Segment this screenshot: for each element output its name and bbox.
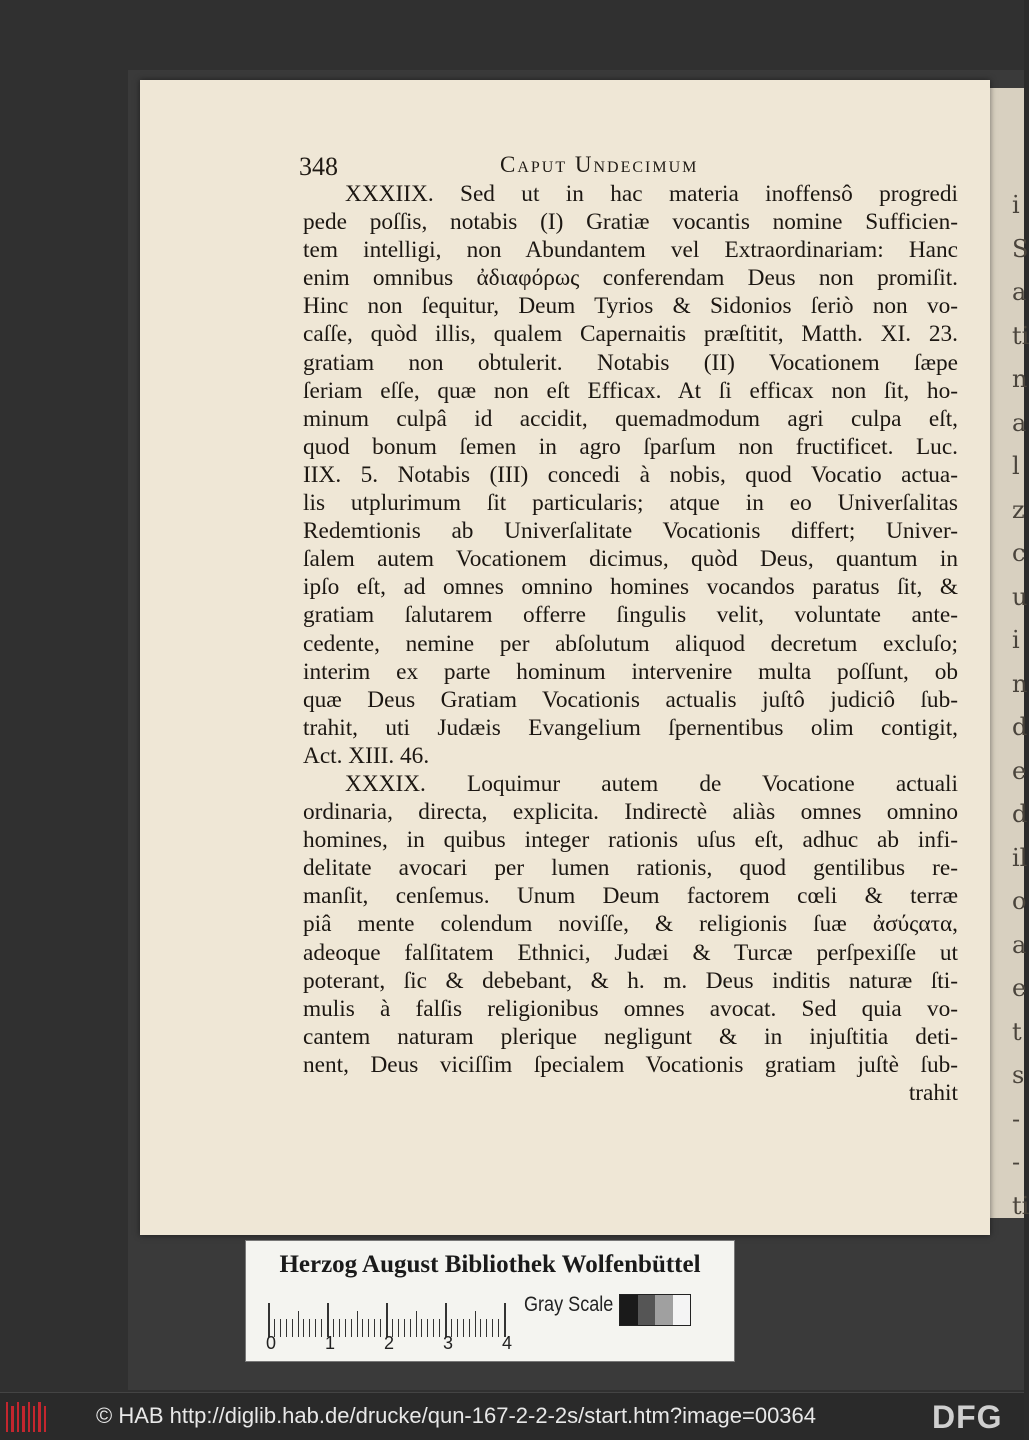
ruler-number: 4 bbox=[502, 1333, 513, 1353]
adjacent-page-fragment: il bbox=[1012, 843, 1028, 872]
dfg-logo: DFG bbox=[932, 1399, 1003, 1435]
text-line: mulis à falſis religionibus omnes avocat. Sed quia vo- bbox=[303, 995, 958, 1022]
text-line: Act. XIII. 46. bbox=[303, 742, 430, 769]
logo-bar bbox=[6, 1402, 8, 1432]
ruler-tick bbox=[386, 1303, 388, 1337]
adjacent-page-fragment: a bbox=[1012, 278, 1027, 306]
text-line: nent, Deus viciſſim ſpecialem Vocationis gratiam juſtè ſub- bbox=[303, 1051, 958, 1078]
text-line: caſſe, quòd illis, qualem Capernaitis præſtitit, Matth. XI. 23. bbox=[303, 321, 958, 348]
adjacent-page-fragment: d bbox=[1012, 800, 1028, 828]
text-line: piâ mente colendum noviſſe, & religionis ſuæ ἀσύςατα, bbox=[303, 911, 958, 938]
adjacent-page-fragment: n bbox=[1012, 669, 1028, 698]
text-line: XXXIIX. Sed ut in hac materia inoffensô progredi bbox=[345, 181, 958, 207]
adjacent-page-fragment: - bbox=[1012, 1148, 1021, 1176]
ruler-tick bbox=[327, 1303, 329, 1337]
gray-scale-label: Gray Scale bbox=[524, 1293, 614, 1316]
text-line: trahit bbox=[908, 1080, 958, 1106]
copyright-url[interactable]: © HAB http://diglib.hab.de/drucke/qun-167-2-2-2s/start.htm?image=00364 bbox=[96, 1403, 817, 1428]
footer-bar bbox=[0, 1392, 1024, 1440]
hab-logo-icon bbox=[6, 1402, 46, 1432]
text-line: cantem naturam plerique negligunt & in injuſtitia deti- bbox=[303, 1023, 958, 1050]
gray-swatch bbox=[673, 1295, 691, 1325]
text-line: lis utplurimum ſit particularis; atque in eo Univerſalitas bbox=[303, 490, 958, 517]
adjacent-page-edge bbox=[988, 88, 1029, 1220]
adjacent-page-fragment: u bbox=[1012, 582, 1028, 611]
ruler-number: 2 bbox=[384, 1333, 395, 1353]
text-line: gratiam non obtulerit. Notabis (II) Vocationem ſæpe bbox=[303, 349, 958, 376]
text-line: ſalem autem Vocationem dicimus, quòd Deus, quantum in bbox=[303, 546, 958, 573]
ruler-tick bbox=[445, 1303, 447, 1337]
adjacent-page-fragment: o bbox=[1012, 887, 1027, 915]
text-line: pede poſſis, notabis (I) Gratiæ vocantis nomine Sufficien- bbox=[303, 209, 958, 236]
text-line: interim ex parte hominum intervenire multa poſſunt, ob bbox=[303, 658, 958, 685]
scale-ruler bbox=[268, 1297, 508, 1337]
adjacent-page-fragment: a bbox=[1012, 930, 1027, 959]
ruler-tick bbox=[268, 1303, 270, 1337]
logo-bar bbox=[44, 1406, 46, 1432]
text-line: quæ Deus Gratiam Vocationis actualis juſtô judiciô ſub- bbox=[303, 686, 958, 713]
logo-bar bbox=[38, 1402, 40, 1432]
logo-bar bbox=[33, 1406, 35, 1432]
adjacent-page-fragment: ti bbox=[1012, 1191, 1029, 1220]
ruler-tick bbox=[504, 1303, 506, 1337]
text-line: minum culpâ id accidit, quemadmodum agri culpa eſt, bbox=[303, 405, 958, 432]
logo-bar bbox=[28, 1402, 30, 1432]
adjacent-page-fragment: t bbox=[1012, 1017, 1022, 1046]
gray-swatch bbox=[655, 1295, 673, 1325]
adjacent-page-fragment: s bbox=[1012, 1061, 1025, 1089]
text-line: delitate avocari per lumen rationis, quod gentilibus re- bbox=[303, 855, 958, 882]
adjacent-page-fragment: ti bbox=[1012, 321, 1029, 350]
gray-swatch bbox=[638, 1295, 656, 1325]
text-line: Hinc non ſequitur, Deum Tyrios & Sidonios ſeriò non vo- bbox=[303, 293, 958, 320]
adjacent-page-fragment: c bbox=[1012, 539, 1026, 567]
adjacent-page-fragment: a bbox=[1012, 408, 1027, 437]
text-line: ordinaria, directa, explicita. Indirectè aliàs omnes omnino bbox=[303, 799, 958, 826]
text-line: ſeriam eſſe, quæ non eſt Efficax. At ſi efficax non ſit, ho- bbox=[303, 377, 958, 404]
gray-scale-swatches bbox=[619, 1294, 691, 1326]
adjacent-page-fragment: S bbox=[1012, 234, 1029, 263]
logo-bar bbox=[11, 1406, 13, 1432]
adjacent-page-fragment: l bbox=[1012, 452, 1020, 480]
logo-bar bbox=[17, 1402, 19, 1432]
library-label-card bbox=[245, 1240, 735, 1362]
text-line: cedente, nemine per abſolutum aliquod decretum excluſo; bbox=[303, 630, 958, 657]
page-text bbox=[303, 180, 958, 1107]
text-line: XXXIX. Loquimur autem de Vocatione actuali bbox=[345, 770, 958, 797]
adjacent-page-fragment: i bbox=[1012, 191, 1020, 219]
ruler-number: 3 bbox=[443, 1333, 454, 1353]
text-line: gratiam ſalutarem offerre ſingulis velit, voluntate ante- bbox=[303, 602, 958, 629]
text-line: manſit, cenſemus. Unum Deum factorem cœli & terræ bbox=[303, 883, 958, 910]
ruler-number: 0 bbox=[266, 1333, 277, 1353]
adjacent-page-fragment: i bbox=[1012, 626, 1020, 654]
ruler-numbers bbox=[266, 1333, 526, 1357]
adjacent-page-fragment: e bbox=[1012, 974, 1027, 1002]
logo-bar bbox=[22, 1406, 24, 1432]
text-line: homines, in quibus integer rationis uſus eſt, adhuc ab infi- bbox=[303, 827, 958, 854]
text-line: trahit, uti Judæis Evangelium ſpernentibus olim contigit, bbox=[303, 714, 958, 741]
adjacent-page-fragment: - bbox=[1012, 1104, 1021, 1133]
text-line: ipſo eſt, ad omnes omnino homines vocandos paratus ſit, & bbox=[303, 574, 958, 601]
running-head: Caput Undecimum bbox=[500, 152, 699, 177]
text-line: poterant, ſic & debebant, & h. m. Deus inditis naturæ ſti- bbox=[303, 967, 958, 994]
text-line: IIX. 5. Notabis (III) concedi à nobis, quod Vocatio actua- bbox=[303, 461, 958, 488]
page-number: 348 bbox=[299, 152, 338, 181]
gray-swatch bbox=[620, 1295, 638, 1325]
text-line: tem intelligi, non Abundantem vel Extraordinariam: Hanc bbox=[303, 237, 958, 264]
text-line: quod bonum ſemen in agro ſparſum non fructificet. Luc. bbox=[303, 433, 958, 460]
adjacent-page-fragment: n bbox=[1012, 365, 1028, 393]
adjacent-page-fragment: z bbox=[1012, 495, 1025, 524]
text-line: enim omnibus ἀδιαφόρως conferendam Deus non promiſit. bbox=[303, 265, 958, 292]
ruler-number: 1 bbox=[325, 1333, 336, 1353]
text-line: Redemtionis ab Univerſalitate Vocationis differt; Univer- bbox=[303, 518, 958, 545]
adjacent-page-fragment: e bbox=[1012, 756, 1027, 785]
adjacent-page-fragment: d bbox=[1012, 713, 1028, 741]
library-name: Herzog August Bibliothek Wolfenbüttel bbox=[279, 1251, 701, 1278]
text-line: adeoque falſitatem Ethnici, Judæi & Turcæ perſpexiſſe ut bbox=[303, 939, 958, 966]
